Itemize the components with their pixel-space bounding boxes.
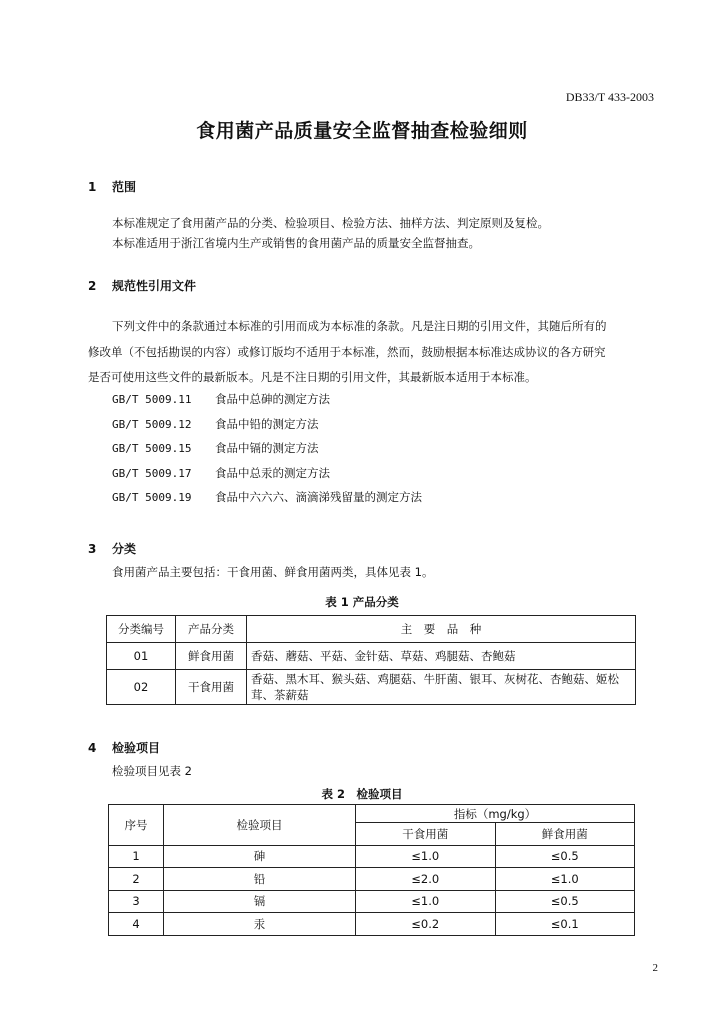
header-cell: 干食用菌: [356, 823, 496, 846]
table-cell: ≤0.1: [495, 913, 635, 936]
reference-item: [112, 387, 422, 412]
section-4-body: 检验项目见表 2: [112, 764, 192, 778]
document-title: 食用菌产品质量安全监督抽查检验细则: [196, 120, 528, 142]
table-row: [107, 670, 636, 705]
reference-item: [112, 436, 422, 461]
table-cell: ≤0.5: [495, 845, 635, 868]
reference-list: [112, 387, 422, 510]
table-row: [109, 890, 635, 913]
table-cell: 香菇、蘑菇、平菇、金针菇、草菇、鸡腿菇、杏鲍菇: [247, 643, 636, 670]
table-header-row: [107, 616, 636, 643]
reference-name: 食品中总汞的测定方法: [215, 465, 330, 480]
reference-item: [112, 461, 422, 486]
paragraph-line: 修改单（不包括勘误的内容）或修订版均不适用于本标准，然而，鼓励根据本标准达成协议的各方研究: [88, 344, 606, 359]
table-cell: 2: [109, 868, 164, 891]
table-cell: 鲜食用菌: [176, 643, 247, 670]
table-cell: 01: [107, 643, 176, 670]
header-cell: 主 要 品 种: [247, 616, 636, 643]
page-number: 2: [652, 962, 658, 974]
table-row: [109, 845, 635, 868]
section-title: 检验项目: [112, 741, 161, 755]
table-cell: 香菇、黑木耳、猴头菇、鸡腿菇、牛肝菌、银耳、灰树花、杏鲍菇、姬松茸、茶薪菇: [247, 670, 636, 705]
reference-item: [112, 412, 422, 437]
header-cell: 序号: [109, 805, 164, 846]
section-number: 1: [88, 180, 97, 194]
section-title: 范围: [112, 180, 137, 194]
section-3-heading: [88, 540, 136, 557]
header-cell: 分类编号: [107, 616, 176, 643]
table-row: [107, 643, 636, 670]
section-number: 2: [88, 279, 97, 293]
table-cell: 铅: [164, 868, 356, 891]
table-cell: ≤0.2: [356, 913, 496, 936]
reference-name: 食品中铅的测定方法: [215, 416, 319, 431]
paragraph-line: 下列文件中的条款通过本标准的引用而成为本标准的条款。凡是注日期的引用文件，其随后所有的: [112, 319, 607, 333]
table-header-row: [109, 805, 635, 823]
table-cell: 镉: [164, 890, 356, 913]
section-3-body: 食用菌产品主要包括：干食用菌、鲜食用菌两类，具体见表 1。: [112, 565, 434, 579]
table-cell: 干食用菌: [176, 670, 247, 705]
table-cell: 砷: [164, 845, 356, 868]
reference-code: GB/T 5009.12: [112, 417, 192, 431]
header-cell: 检验项目: [164, 805, 356, 846]
table-cell: 1: [109, 845, 164, 868]
header-cell: 指标（mg/kg）: [356, 805, 635, 823]
section-number: 4: [88, 741, 97, 755]
reference-name: 食品中六六六、滴滴涕残留量的测定方法: [215, 490, 422, 504]
reference-code: GB/T 5009.15: [112, 442, 192, 455]
table-cell: 02: [107, 670, 176, 705]
section-2-heading: [88, 277, 196, 294]
reference-code: GB/T 5009.11: [112, 393, 192, 406]
paragraph: 本标准规定了食用菌产品的分类、检验项目、检验方法、抽样方法、判定原则及复检。: [112, 216, 549, 230]
table-1: [106, 615, 636, 705]
section-4-heading: [88, 739, 160, 756]
table-2-title: 表 2 检验项目: [321, 787, 403, 801]
header-cell: 产品分类: [176, 616, 247, 643]
table-row: [109, 913, 635, 936]
section-title: 规范性引用文件: [112, 279, 197, 293]
table-cell: ≤1.0: [495, 868, 635, 891]
table-cell: 汞: [164, 913, 356, 936]
table-cell: 3: [109, 890, 164, 913]
table-cell: ≤1.0: [356, 845, 496, 868]
table-1-title: 表 1 产品分类: [325, 595, 399, 609]
table-cell: ≤1.0: [356, 890, 496, 913]
paragraph: 本标准适用于浙江省境内生产或销售的食用菌产品的质量安全监督抽查。: [112, 236, 480, 250]
reference-code: GB/T 5009.19: [112, 491, 192, 504]
table-cell: 4: [109, 913, 164, 936]
reference-name: 食品中总砷的测定方法: [215, 392, 330, 406]
table-row: [109, 868, 635, 891]
header-cell: 鲜食用菌: [495, 823, 635, 846]
table-cell: ≤0.5: [495, 890, 635, 913]
paragraph-line: 是否可使用这些文件的最新版本。凡是不注日期的引用文件，其最新版本适用于本标准。: [88, 370, 537, 384]
reference-name: 食品中镉的测定方法: [215, 441, 319, 455]
table-2: [108, 804, 635, 936]
section-2-intro: [88, 314, 607, 391]
section-number: 3: [88, 542, 97, 556]
section-title: 分类: [112, 542, 137, 556]
standard-code: DB33/T 433-2003: [565, 90, 654, 104]
reference-code: GB/T 5009.17: [112, 466, 192, 480]
section-1-body: [112, 211, 549, 255]
section-1-heading: [88, 178, 136, 195]
table-cell: ≤2.0: [356, 868, 496, 891]
reference-item: [112, 485, 422, 510]
